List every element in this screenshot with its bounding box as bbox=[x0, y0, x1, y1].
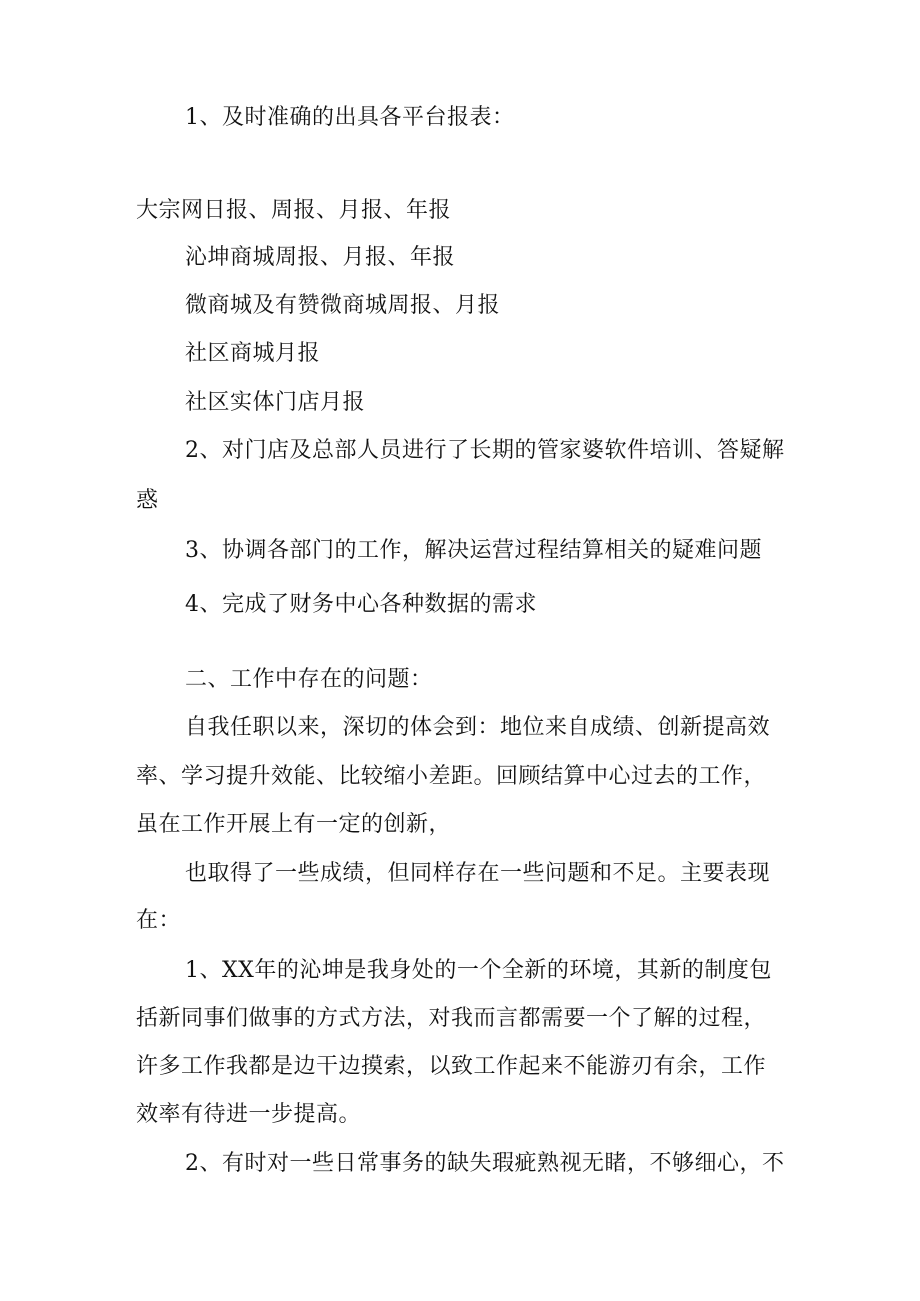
problem-1-line-3: 许多工作我都是边干边摸索，以致工作起来不能游刃有余，工作 bbox=[136, 1054, 767, 1079]
para-1-line-3: 虽在工作开展上有一定的创新， bbox=[136, 812, 452, 837]
problem-2-line-1: 2、有时对一些日常事务的缺失瑕疵熟视无睹，不够细心，不 bbox=[185, 1151, 785, 1176]
problem-1-line-4: 效率有待进一步提高。 bbox=[136, 1102, 362, 1127]
report-line-community-store: 社区实体门店月报 bbox=[185, 390, 366, 415]
item-2-line-1: 2、对门店及总部人员进行了长期的管家婆软件培训、答疑解 bbox=[185, 438, 785, 463]
report-line-daily: 大宗网日报、周报、月报、年报 bbox=[136, 198, 452, 223]
problem-1-line-1: 1、XX年的沁坤是我身处的一个全新的环境，其新的制度包 bbox=[185, 958, 772, 983]
problem-1-line-2: 括新同事们做事的方式方法，对我而言都需要一个了解的过程， bbox=[136, 1006, 767, 1031]
report-line-community-mall: 社区商城月报 bbox=[185, 341, 321, 366]
section-2-heading: 二、工作中存在的问题： bbox=[185, 667, 433, 692]
report-line-wechat-mall: 微商城及有赞微商城周报、月报 bbox=[185, 293, 501, 318]
para-1-line-2: 率、学习提升效能、比较缩小差距。回顾结算中心过去的工作， bbox=[136, 764, 767, 789]
report-line-qinkun: 沁坤商城周报、月报、年报 bbox=[185, 245, 456, 270]
item-2-line-2: 惑 bbox=[136, 488, 159, 513]
para-2-line-2: 在： bbox=[136, 908, 182, 933]
item-4: 4、完成了财务中心各种数据的需求 bbox=[185, 592, 537, 617]
para-2-line-1: 也取得了一些成绩，但同样存在一些问题和不足。主要表现 bbox=[185, 861, 771, 886]
para-1-line-1: 自我任职以来，深切的体会到：地位来自成绩、创新提高效 bbox=[185, 715, 771, 740]
item-3: 3、协调各部门的工作，解决运营过程结算相关的疑难问题 bbox=[185, 538, 762, 563]
report-item-1: 1、及时准确的出具各平台报表： bbox=[185, 105, 515, 130]
